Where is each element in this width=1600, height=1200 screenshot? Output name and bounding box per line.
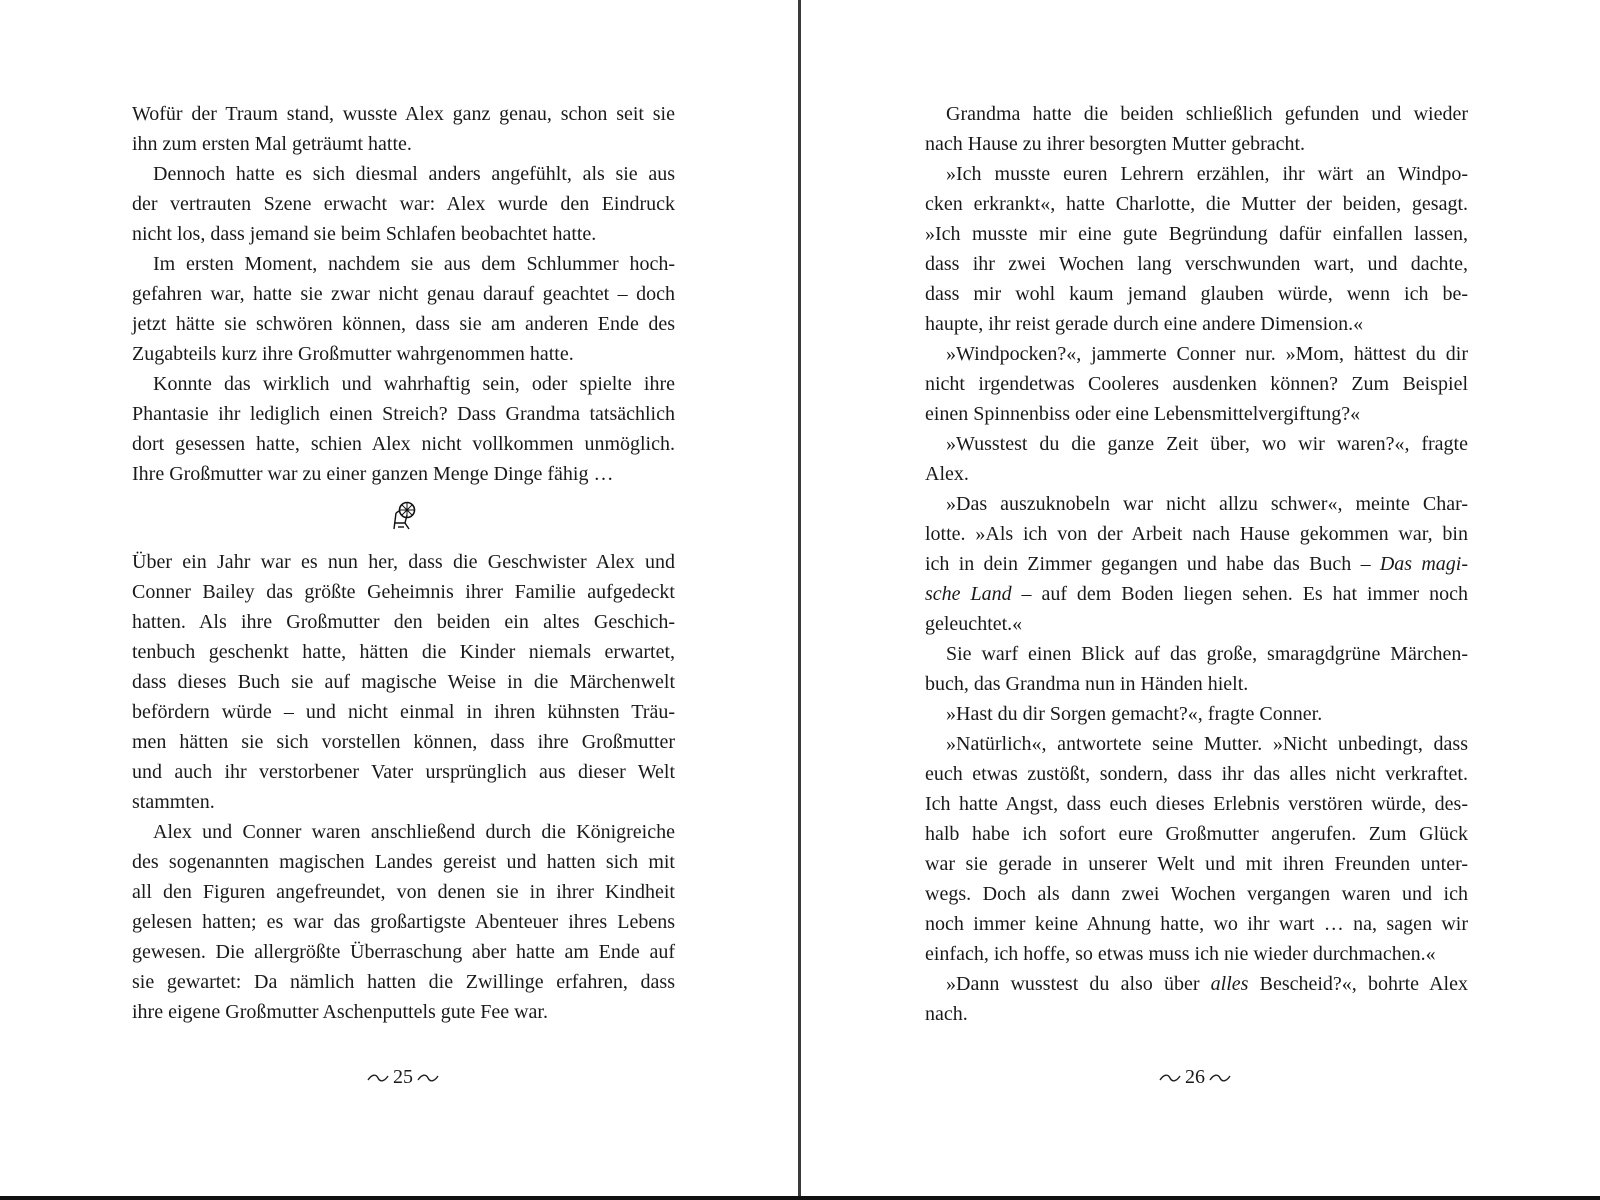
text-line: nach Hause zu ihrer besorgten Mutter gebracht. (925, 133, 1306, 155)
text-line: tenbuch geschenkt hatte, hätten die Kinder niemals erwartet, (132, 641, 675, 663)
text-line: dass ihr zwei Wochen lang verschwunden wart, und dachte, (925, 253, 1468, 275)
swung-dash-icon (1209, 1066, 1231, 1089)
text-line: ihre eigene Großmutter Aschenputtels gute Fee war. (132, 1001, 548, 1023)
text-line: noch immer keine Ahnung hatte, wo ihr wart … na, sagen wir (925, 913, 1468, 935)
text-line: »Ich musste mir eine gute Begründung dafür einfallen lassen, (925, 223, 1468, 245)
text-line: hatten. Als ihre Großmutter den beiden ein altes Geschich- (132, 611, 675, 633)
text-line: haupte, ihr reist gerade durch eine andere Dimension.« (925, 313, 1364, 335)
text-line: cken erkrankt«, hatte Charlotte, die Mutter der beiden, gesagt. (925, 193, 1468, 215)
text-line: dass mir wohl kaum jemand glauben würde, wenn ich be- (925, 283, 1468, 305)
page-number-value: 25 (393, 1066, 413, 1088)
text-line: nicht los, dass jemand sie beim Schlafen beobachtet hatte. (132, 223, 597, 245)
text-line: des sogenannten magischen Landes gereist und hatten sich mit (132, 851, 675, 873)
text-line: gewesen. Die allergrößte Überraschung aber hatte am Ende auf (132, 941, 675, 963)
text-line: gelesen hatten; es war das großartigste Abenteuer ihres Lebens (132, 911, 675, 933)
text-line: dass dieses Buch sie auf magische Weise in die Märchenwelt (132, 671, 675, 693)
text-line: dort gesessen hatte, schien Alex nicht vollkommen unmöglich. (132, 433, 675, 455)
text-line: men hätten sie sich vorstellen können, dass ihre Großmutter (132, 731, 675, 753)
section-break-ornament (132, 489, 675, 547)
text-line: Phantasie ihr lediglich einen Streich? Dass Grandma tatsächlich (132, 403, 675, 425)
text-line: »Hast du dir Sorgen gemacht?«, fragte Conner. (946, 703, 1323, 725)
text-line: einfach, ich hoffe, so etwas muss ich nie wieder durchmachen.« (925, 943, 1436, 965)
text-line: der vertrauten Szene erwacht war: Alex wurde den Eindruck (132, 193, 675, 215)
page-number-value: 26 (1185, 1066, 1205, 1088)
text-line: buch, das Grandma nun in Händen hielt. (925, 673, 1249, 695)
text-line: halb habe ich sofort eure Großmutter angerufen. Zum Glück (925, 823, 1468, 845)
text-line: Zugabteils kurz ihre Großmutter wahrgenommen hatte. (132, 343, 574, 365)
bottom-border (0, 1196, 1600, 1200)
text-segment: Bescheid?«, bohrte Alex (1248, 973, 1468, 995)
text-line: wegs. Doch als dann zwei Wochen vergangen waren und ich (925, 883, 1468, 905)
text-line: euch etwas zustößt, sondern, dass ihr das alles nicht verkraftet. (925, 763, 1468, 785)
text-line: und auch ihr verstorbener Vater ursprünglich aus dieser Welt (132, 761, 675, 783)
text-segment: »Dann wusstest du also über (946, 973, 1211, 995)
text-line: war sie gerade in unserer Welt und mit ihren Freunden unter- (925, 853, 1468, 875)
text-line: ihn zum ersten Mal geträumt hatte. (132, 133, 412, 155)
right-page (801, 0, 1600, 1196)
text-line: gefahren war, hatte sie zwar nicht genau darauf geachtet – doch (132, 283, 675, 305)
text-line: Alex. (925, 463, 969, 485)
swung-dash-icon (1159, 1066, 1181, 1089)
text-line (925, 969, 1468, 999)
page-number (1135, 1066, 1255, 1089)
text-line: nach. (925, 1003, 968, 1025)
text-line: befördern würde – und nicht einmal in ihren kühnsten Träu- (132, 701, 675, 723)
text-line: all den Figuren angefreundet, von denen sie in ihrer Kindheit (132, 881, 675, 903)
left-page (0, 0, 798, 1196)
text-line: Im ersten Moment, nachdem sie aus dem Schlummer hoch- (153, 253, 675, 275)
italic-text: alles (1210, 973, 1249, 995)
text-line: lotte. »Als ich von der Arbeit nach Hause gekommen war, bin (925, 523, 1468, 545)
italic-text: Das magi- (1379, 553, 1469, 575)
text-line: Ich hatte Angst, dass euch dieses Erlebnis verstören würde, des- (925, 793, 1468, 815)
text-line: geleuchtet.« (925, 613, 1023, 635)
text-line: einen Spinnenbiss oder eine Lebensmittelvergiftung?« (925, 403, 1361, 425)
text-line: nicht irgendetwas Cooleres ausdenken können? Zum Beispiel (925, 373, 1468, 395)
text-line: »Natürlich«, antwortete seine Mutter. »Nicht unbedingt, dass (946, 733, 1468, 755)
text-line: Konnte das wirklich und wahrhaftig sein, oder spielte ihre (153, 373, 675, 395)
swung-dash-icon (417, 1066, 439, 1089)
text-line: Dennoch hatte es sich diesmal anders angefühlt, als sie aus (153, 163, 675, 185)
swung-dash-icon (367, 1066, 389, 1089)
text-line: »Wusstest du die ganze Zeit über, wo wir waren?«, fragte (946, 433, 1468, 455)
italic-text: sche Land (925, 583, 1012, 605)
page-number (343, 1066, 463, 1089)
text-line: sie gewartet: Da nämlich hatten die Zwillinge erfahren, dass (132, 971, 675, 993)
text-line: »Windpocken?«, jammerte Conner nur. »Mom, hättest du dir (946, 343, 1468, 365)
text-column (132, 99, 675, 1027)
text-line (925, 579, 1468, 609)
text-line: Grandma hatte die beiden schließlich gefunden und wieder (946, 103, 1468, 125)
text-line (925, 549, 1468, 579)
text-column (925, 99, 1468, 1029)
text-line: Wofür der Traum stand, wusste Alex ganz genau, schon seit sie (132, 103, 675, 125)
text-segment: ich in dein Zimmer gegangen und habe das Buch – (925, 553, 1380, 575)
text-segment: – auf dem Boden liegen sehen. Es hat immer noch (1011, 583, 1468, 605)
text-line: »Ich musste euren Lehrern erzählen, ihr wärt an Windpo- (946, 163, 1468, 185)
text-line: Sie warf einen Blick auf das große, smaragdgrüne Märchen- (946, 643, 1468, 665)
text-line: Alex und Conner waren anschließend durch die Königreiche (153, 821, 675, 843)
text-line: Ihre Großmutter war zu einer ganzen Menge Dinge fähig … (132, 463, 614, 485)
text-line: Über ein Jahr war es nun her, dass die Geschwister Alex und (132, 551, 675, 573)
text-line: Conner Bailey das größte Geheimnis ihrer Familie aufgedeckt (132, 581, 675, 603)
text-line: stammten. (132, 791, 215, 813)
text-line: »Das auszuknobeln war nicht allzu schwer«, meinte Char- (946, 493, 1468, 515)
text-line: jetzt hätte sie schwören können, dass sie am anderen Ende des (132, 313, 675, 335)
